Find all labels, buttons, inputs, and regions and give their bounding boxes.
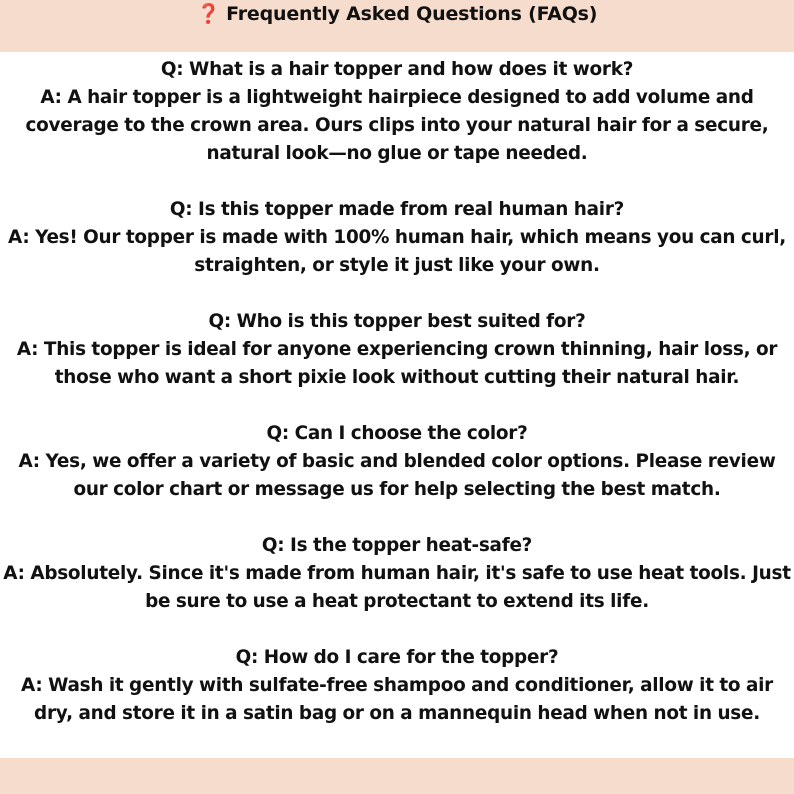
faq-answer: A: Yes, we offer a variety of basic and blended color options. Please review our color chart or message us for help selecting the best match. xyxy=(18,451,776,500)
faq-item-human-hair xyxy=(0,196,794,280)
faq-question: Q: Who is this topper best suited for? xyxy=(208,311,586,332)
question-mark-icon: ❓ xyxy=(196,3,221,25)
faq-question: Q: Is the topper heat-safe? xyxy=(261,535,533,556)
faq-question: Q: Can I choose the color? xyxy=(266,423,528,444)
faq-answer: A: Wash it gently with sulfate-free shampoo and conditioner, allow it to air dry, and store it in a satin bag or on a mannequin head when not in use. xyxy=(21,675,773,724)
faq-item-best-suited xyxy=(0,308,794,392)
page-title xyxy=(0,2,794,26)
faq-question: Q: Is this topper made from real human hair? xyxy=(169,199,625,220)
faq-item-what-is-topper xyxy=(0,56,794,168)
faq-answer: A: This topper is ideal for anyone experiencing crown thinning, hair loss, or those who want a short pixie look without cutting their natural hair. xyxy=(16,339,778,388)
faq-answer: A: Yes! Our topper is made with 100% human hair, which means you can curl, straighten, or style it just like your own. xyxy=(8,227,786,276)
faq-item-choose-color xyxy=(0,420,794,504)
faq-answer: A: A hair topper is a lightweight hairpiece designed to add volume and coverage to the crown area. Ours clips into your natural hair for a secure, natural look—no glue or tape needed. xyxy=(25,87,769,164)
page-title-text: Frequently Asked Questions (FAQs) xyxy=(226,3,598,25)
footer-band xyxy=(0,758,794,794)
faq-answer: A: Absolutely. Since it's made from human hair, it's safe to use heat tools. Just be sure to use a heat protectant to extend its life. xyxy=(3,563,791,612)
faq-question: Q: How do I care for the topper? xyxy=(235,647,559,668)
faq-item-heat-safe xyxy=(0,532,794,616)
faq-item-care xyxy=(0,644,794,728)
faq-question: Q: What is a hair topper and how does it work? xyxy=(160,59,634,80)
